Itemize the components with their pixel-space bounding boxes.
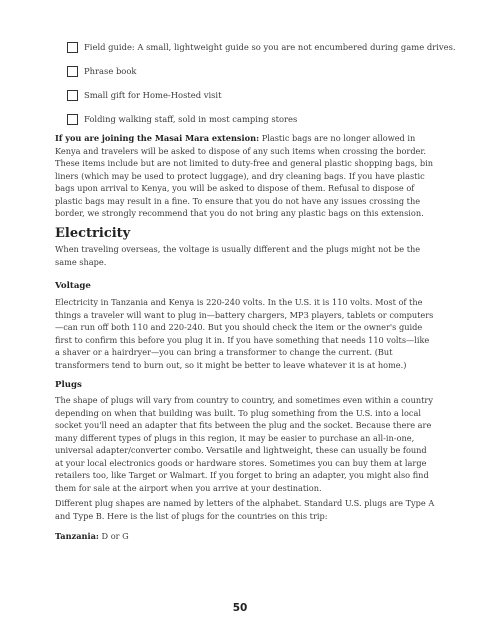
masai-mara-paragraph: [55, 132, 435, 220]
voltage-paragraph: Electricity in Tanzania and Kenya is 220-240 volts. In the U.S. it is 110 volts. Most of the things a traveler will want to plug in—battery chargers, MP3 players, tablets or computers—can run off both 110 and 220-240. But you should check the item or the owner's guide first to confirm this before you plug it in. If you have something that needs 110 volts—like a shaver or a hairdryer—you can bring a transformer to change the current. (But transformers tend to burn out, so it might be better to leave whatever it is at home.): [55, 297, 434, 370]
checkbox[interactable]: [67, 90, 78, 101]
masai-mara-lead: If you are joining the Masai Mara extension:: [55, 133, 260, 143]
checkbox[interactable]: [67, 114, 78, 125]
checklist-item-label: Folding walking staff, sold in most camping stores: [84, 114, 298, 124]
checklist-item-label: Phrase book: [84, 66, 137, 76]
checklist-item[interactable]: [67, 40, 456, 54]
plug-shapes-paragraph: Different plug shapes are named by letters of the alphabet. Standard U.S. plugs are Type A and Type B. Here is the list of plugs for the countries on this trip:: [55, 498, 435, 521]
masai-mara-body: Plastic bags are no longer allowed in Kenya and travelers will be asked to dispose of any such items when crossing the border. These items include but are not limited to duty-free and general plastic shopping bags, bin liners (which may be used to protect luggage), and dry cleaning bags. If you have plastic bags upon arrival to Kenya, you will be asked to dispose of them. Refusal to dispose of plastic bags may result in a fine. To ensure that you do not have any issues crossing the border, we strongly recommend that you do not bring any plastic bags on this extension.: [55, 133, 433, 218]
electricity-intro: When traveling overseas, the voltage is usually different and the plugs might not be the same shape.: [55, 244, 421, 267]
plugs-paragraph: The shape of plugs will vary from country to country, and sometimes even within a country depending on when that building was built. To plug something from the U.S. into a local socket you'll need an adapter that fits between the plug and the socket. Because there are many different types of plugs in this region, it may be easier to purchase an all-in-one, universal adapter/converter combo. Versatile and lightweight, these can usually be found at your local electronics goods or hardware stores. Sometimes you can buy them at large retailers too, like Target or Walmart. If you forget to bring an adapter, you might also find them for sale at the airport when you arrive at your destination.: [55, 395, 433, 493]
electricity-heading: Electricity: [55, 226, 131, 241]
checklist-item[interactable]: [67, 88, 221, 102]
checkbox[interactable]: [67, 66, 78, 77]
page-number: 50: [232, 602, 248, 614]
checkbox[interactable]: [67, 42, 78, 53]
tanzania-plugs-line: [55, 530, 435, 543]
tanzania-label: Tanzania:: [55, 531, 99, 541]
checklist-item[interactable]: [67, 64, 136, 78]
checklist-item-label: Small gift for Home-Hosted visit: [84, 90, 222, 100]
voltage-heading: Voltage: [55, 281, 91, 291]
plugs-heading: Plugs: [55, 380, 82, 390]
checklist-item-label: Field guide: A small, lightweight guide so you are not encumbered during game drives.: [84, 42, 456, 52]
tanzania-plug-types: D or G: [98, 531, 129, 541]
checklist-item[interactable]: [67, 112, 297, 126]
